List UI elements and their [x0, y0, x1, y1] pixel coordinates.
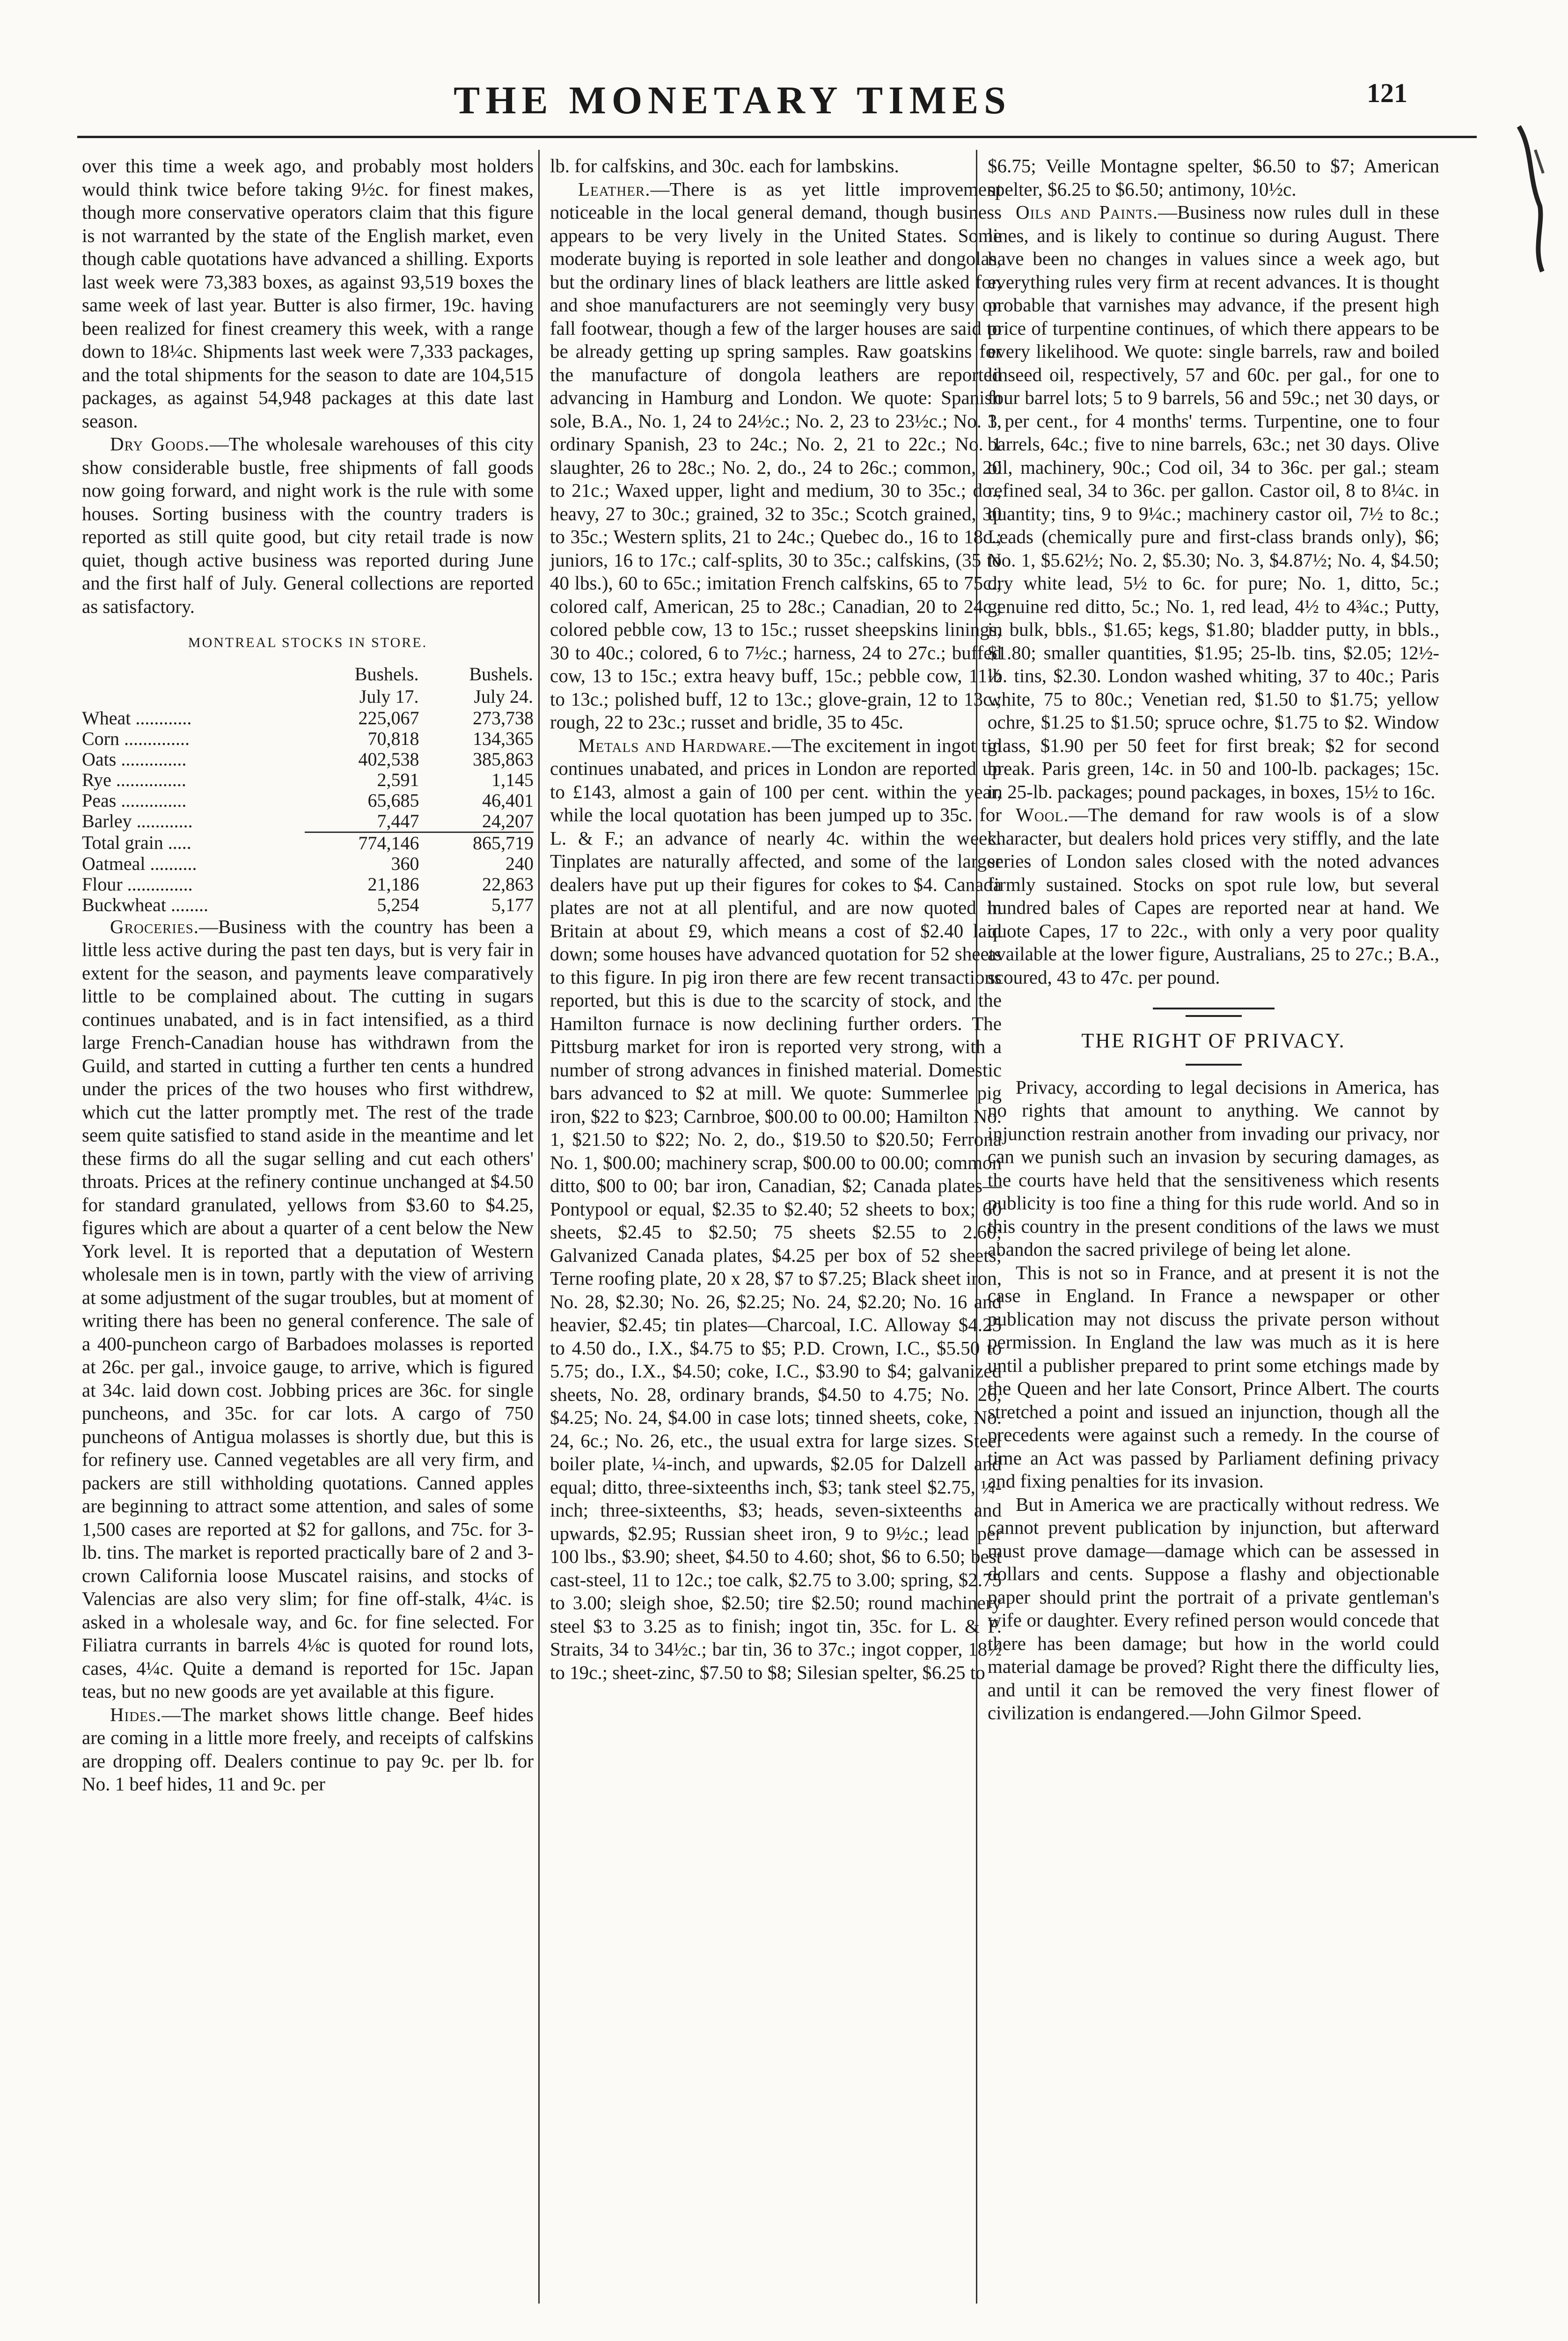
table-row [82, 895, 534, 915]
table-row [82, 854, 534, 874]
row-label: Buckwheat ........ [82, 894, 208, 915]
publication-title: THE MONETARY TIMES [454, 79, 1011, 122]
article-paragraph: Privacy, according to legal decisions in America, has no rights that amount to anything. We cannot by injunction restrain another from invading our privacy, nor can we punish such an invasion by securing damages, as the courts have held that the sensitiveness which resents publicity is too fine a thing for this rude world. And so in this country in the present conditions of the laws we must abandon the sacred privilege of being let alone. [988, 1076, 1439, 1260]
row-value-b: 5,177 [491, 894, 534, 915]
oils-paragraph [988, 201, 1439, 803]
row-value-a: 5,254 [377, 894, 419, 915]
table-total-row [82, 832, 534, 854]
row-value-b: 46,401 [482, 789, 534, 811]
row-label: Corn .............. [82, 728, 190, 749]
dry-goods-heading: Dry Goods. [110, 433, 210, 455]
stocks-col1-date: July 17. [359, 685, 419, 707]
wool-heading: Wool. [1016, 804, 1069, 825]
hides-continued: lb. for calfskins, and 30c. each for lambskins. [550, 155, 899, 177]
row-value-a: 70,818 [367, 728, 419, 749]
table-row [82, 749, 534, 770]
article-paragraph: But in America we are practically without redress. We cannot prevent publication by injunction, but afterward must prove damage—damage which can be assessed in dollars and cents. Suppose a flashy and objectionable paper should print the portrait of a private gentleman's wife or daughter. Every refined person would concede that there has been damage; but how in the world could material damage be proved? Right there the difficulty lies, and until it can be removed the very finest flower of civilization is endangered.—John Gilmor Speed. [988, 1493, 1439, 1723]
column-2 [550, 155, 1002, 1684]
row-label: Total grain ..... [82, 832, 191, 853]
leather-heading: Leather. [578, 178, 651, 200]
section-divider [1186, 1015, 1242, 1017]
column-1 [82, 155, 534, 1796]
stocks-table-title: MONTREAL STOCKS IN STORE. [188, 635, 428, 650]
row-value-a: 7,447 [377, 810, 419, 832]
row-value-b: 134,365 [473, 728, 534, 749]
row-value-b: 865,719 [419, 832, 534, 854]
row-label: Flour .............. [82, 873, 193, 895]
stocks-date-blank [82, 685, 305, 708]
row-value-b: 22,863 [482, 873, 534, 895]
row-value-b: 385,863 [473, 748, 534, 770]
leather-text: —There is as yet little improvement noticeable in the local general demand, though business appears to be very lively in the United States. Some moderate buying is reported in sole leather and dongolas, but the ordinary lines of black leathers are little asked for, and shoe manufacturers are not seemingly very busy on fall footwear, though a few of the larger houses are said to be already getting up spring samples. Raw goatskins for the manufacture of dongola leathers are reported advancing in Hamburg and London. We quote: Spanish sole, B.A., No. 1, 24 to 24½c.; No. 2, 23 to 23½c.; No. 1, ordinary Spanish, 23 to 24c.; No. 2, 21 to 22c.; No. 1 slaughter, 26 to 28c.; No. 2, do., 24 to 26c.; common, 20 to 21c.; Waxed upper, light and medium, 30 to 35c.; do., heavy, 27 to 30c.; grained, 32 to 35c.; Scotch grained, 30 to 35c.; Western splits, 21 to 24c.; Quebec do., 16 to 18c.; juniors, 16 to 17c.; calf-splits, 30 to 35c.; calfskins, (35 to 40 lbs.), 60 to 65c.; imitation French calfskins, 65 to 75c.; colored calf, American, 25 to 28c.; Canadian, 20 to 24c.; colored pebble cow, 13 to 15c.; russet sheepskins linings, 30 to 40c.; colored, 6 to 7½c.; harness, 24 to 27c.; buffed cow, 13 to 15c.; extra heavy buff, 15c.; pebble cow, 11½ to 13c.; polished buff, 12 to 13c.; glove-grain, 12 to 13c.; rough, 22 to 23c.; russet and bridle, 35 to 45c. [550, 178, 1002, 733]
row-value-a: 21,186 [367, 873, 419, 895]
table-row [82, 811, 534, 832]
metals-continued: $6.75; Veille Montagne spelter, $6.50 to $7; American spelter, $6.25 to $6.50; antimony, 10½c. [988, 155, 1439, 200]
table-row [82, 790, 534, 811]
column-divider [538, 150, 540, 2304]
table-row [82, 729, 534, 749]
row-value-b: 1,145 [491, 769, 534, 790]
row-value-b: 273,738 [473, 707, 534, 729]
leather-paragraph [550, 178, 1002, 734]
table-row [82, 770, 534, 790]
hides-paragraph [82, 1703, 534, 1796]
table-row [82, 708, 534, 729]
row-label: Wheat ............ [82, 707, 192, 729]
row-label: Rye ............... [82, 769, 186, 790]
cheese-butter-paragraph: over this time a week ago, and probably most holders would think twice before taking 9½c. for finest makes, though more conservative operators claim that this figure is not warranted by the state of the English market, even though cable quotations have advanced a shilling. Exports last week were 73,383 boxes, as against 93,519 boxes the same week of last year. Butter is also firmer, 19c. having been realized for finest creamery this week, with a range down to 18¼c. Shipments last week were 7,333 packages, and the total shipments for the season to date are 104,515 packages, as against 54,948 packages at this date last season. [82, 155, 534, 432]
page-number: 121 [1367, 78, 1407, 108]
oils-text: —Business now rules dull in these lines, and is likely to continue so during August. There have been no changes in values since a week ago, but everything rules very firm at recent advances. It is thought probable that varnishes may advance, if the present high price of turpentine continues, of which there appears to be every likelihood. We quote: single barrels, raw and boiled linseed oil, respectively, 57 and 60c. per gal., for one to four barrel lots; 5 to 9 barrels, 56 and 59c.; net 30 days, or 3 per cent., for 4 months' terms. Turpentine, one to four barrels, 64c.; five to nine barrels, 63c.; net 30 days. Olive oil, machinery, 90c.; Cod oil, 34 to 36c. per gal.; steam refined seal, 34 to 36c. per gallon. Castor oil, 8 to 8¼c. in quantity; tins, 9 to 9¼c.; machinery castor oil, 7½ to 8c.; Leads (chemically pure and first-class brands only), $6; No. 1, $5.62½; No. 2, $5.30; No. 3, $4.87½; No. 4, $4.50; dry white lead, 5½ to 6c. for pure; No. 1, ditto, 5c.; genuine red ditto, 5c.; No. 1, red lead, 4½ to 4¾c.; Putty, in bulk, bbls., $1.65; kegs, $1.80; bladder putty, in bbls., $1.80; smaller quantities, $1.95; 25-lb. tins, $2.05; 12½-lb. tins, $2.30. London washed whiting, 37 to 40c.; Paris white, 75 to 80c.; Venetian red, $1.50 to $1.75; yellow ochre, $1.25 to $1.50; spruce ochre, $1.75 to $2. Window glass, $1.90 per 50 feet for first break; $2 for second break. Paris green, 14c. in 50 and 100-lb. packages; 15c. in 25-lb. packages; pound packages, in boxes, 15½ to 16c. [988, 201, 1439, 802]
section-divider [1153, 1008, 1275, 1009]
dry-goods-text: —The wholesale warehouses of this city show considerable bustle, free shipments of fall goods now going forward, and night work is the rule with some houses. Sorting business with the country traders is reported as still quite good, but city retail trade is now quiet, though active business was reported during June and the first half of July. General collections are reported as satisfactory. [82, 433, 534, 617]
row-label: Oatmeal .......... [82, 853, 197, 874]
column-3 [988, 155, 1439, 1725]
row-label: Oats .............. [82, 748, 187, 770]
table-row [82, 874, 534, 895]
row-label: Barley ............ [82, 810, 193, 832]
hides-heading: Hides. [110, 1703, 162, 1725]
row-value-a: 360 [391, 853, 419, 874]
row-label: Peas .............. [82, 789, 187, 811]
metals-paragraph [550, 734, 1002, 1685]
metals-text: —The excitement in ingot tin continues unabated, and prices in London are reported up to £143, almost a gain of 100 per cent. within the year, while the local quotation has been jumped up to 35c. for L. & F.; an advance of nearly 4c. within the week. Tinplates are naturally affected, and some of the larger dealers have put up their figures for cokes to $4. Canada plates are not at all plentiful, and are now quoted in Britain at about £9, which means a cost of $2.40 laid down; some houses have advanced quotation for 52 sheets to this figure. In pig iron there are few recent transactions reported, but this is due to the scarcity of stock, and the Hamilton furnace is now declining further orders. The Pittsburg market for iron is reported very strong, with a number of strong advances in finished material. Domestic bars advanced to $2 at mill. We quote: Summerlee pig iron, $22 to $23; Carnbroe, $00.00 to 00.00; Hamilton No. 1, $21.50 to $22; No. 2, do., $19.50 to $20.50; Ferrona No. 1, $00.00; machinery scrap, $00.00 to 00.00; common ditto, $00 to 00; bar iron, Canadian, $2; Canada plates—Pontypool or equal, $2.35 to $2.40; 52 sheets to box; 60 sheets, $2.45 to $2.50; 75 sheets $2.55 to 2.60; Galvanized Canada plates, $4.25 per box of 52 sheets; Terne roofing plate, 20 x 28, $7 to $7.25; Black sheet iron, No. 28, $2.30; No. 26, $2.25; No. 24, $2.20; No. 16 and heavier, $2.45; tin plates—Charcoal, I.C. Alloway $4.25 to 4.50 do., I.X., $4.75 to $5; P.D. Crown, I.C., $5.50 to 5.75; do., I.X., $4.50; coke, I.C., $3.90 to $4; galvanized sheets, No. 28, ordinary brands, $4.50 to 4.75; No. 26, $4.25; No. 24, $4.00 in case lots; tinned sheets, coke, No. 24, 6c.; No. 26, etc., the usual extra for large sizes. Steel boiler plate, ¼-inch, and upwards, $2.05 for Dalzell and equal; ditto, three-sixteenths inch, $3; tank steel $2.75, ¼-inch; three-sixteenths, $3; heads, seven-sixteenths and upwards, $2.95; Russian sheet iron, 9 to 9½c.; lead per 100 lbs., $3.90; sheet, $4.50 to 4.60; shot, $6 to 6.50; best cast-steel, 11 to 12c.; toe calk, $2.75 to 3.00; spring, $2.75 to 3.00; sleigh shoe, $2.50; tire $2.50; round machinery steel $3 to 3.25 as to finish; ingot tin, 35c. for L. & F. Straits, 34 to 34½c.; bar tin, 36 to 37c.; ingot copper, 18½ to 19c.; sheet-zinc, $7.50 to $8; Silesian spelter, $6.25 to [550, 734, 1002, 1683]
row-value-a: 2,591 [377, 769, 419, 790]
row-value-a: 65,685 [367, 789, 419, 811]
oils-heading: Oils and Paints. [1016, 201, 1158, 223]
row-value-a: 225,067 [358, 707, 419, 729]
row-value-b: 240 [506, 853, 534, 874]
metals-heading: Metals and Hardware. [578, 734, 772, 756]
wool-text: —The demand for raw wools is of a slow character, but dealers hold prices very stiffly, and the late series of London sales closed with the noted advances firmly sustained. Stocks on spot rule low, but several hundred bales of Capes are reported near at hand. We quote Capes, 17 to 22c., with only a very poor quality available at the lower figure, Australians, 25 to 27c.; B.A., scoured, 43 to 47c. per pound. [988, 804, 1439, 988]
groceries-heading: Groceries. [110, 915, 199, 937]
wool-paragraph [988, 803, 1439, 989]
masthead-rule [77, 136, 1477, 138]
groceries-text: —Business with the country has been a little less active during the past ten days, but is very fair in extent for the season, and payments leave comparatively little to be complained about. The cutting in sugars continues unabated, and is in fact intensified, as a third large French-Canadian house has withdrawn from the Guild, and started in cutting a further ten cents a hundred under the prices of the two houses who first withdrew, which cut the latter promptly met. The rest of the trade seem quite satisfied to stand aside in the meantime and let these firms do all the sugar selling and cut each others' throats. Prices at the refinery continue unchanged at $4.50 for standard granulated, yellows from $3.60 to $4.25, figures which are about a quarter of a cent below the New York level. It is reported that a deputation of Western wholesale men is in town, partly with the view of arriving at some adjustment of the sugar troubles, but at moment of writing there has been no general conference. The sale of a 400-puncheon cargo of Barbadoes molasses is reported at 26c. per gal., invoice gauge, to arrive, which is figured at 34c. laid down cost. Jobbing prices are 36c. for single puncheons, and 35c. for car lots. A cargo of 750 puncheons of Antigua molasses is shortly due, but this is for refinery use. Canned vegetables are all very firm, and packers are still withholding quotations. Canned apples are beginning to attract some attention, and sales of some 1,500 cases are reported at $2 for gallons, and 75c. for 3-lb. tins. The market is reported practically bare of 2 and 3-crown California loose Muscatel raisins, and stocks of Valencias are also very slim; for fine off-stalk, 4¼c. is asked in a wholesale way, and 6c. for fine selected. For Filiatra currants in barrels 4⅛c is quoted for round lots, cases, 4¼c. Quite a demand is reported for 15c. Japan teas, but no new goods are yet available at this figure. [82, 915, 534, 1702]
row-value-a: 774,146 [305, 832, 419, 854]
title-underline [1186, 1064, 1242, 1066]
row-value-b: 24,207 [482, 810, 534, 832]
stocks-col2-date: July 24. [474, 685, 533, 707]
masthead [77, 75, 1388, 126]
article-paragraph: This is not so in France, and at present it is not the case in England. In France a newspaper or other publication may not discuss the private person without permission. In England the law was much as it is here until a publisher prepared to print some etchings made by the Queen and her late Consort, Prince Albert. The courts stretched a point and issued an injunction, though all the precedents were against such a remedy. In the course of time an Act was passed by Parliament defining privacy and fixing penalties for its invasion. [988, 1261, 1439, 1492]
stocks-col2-head: Bushels. [469, 663, 533, 685]
page-edge-mark [1514, 122, 1547, 276]
stocks-head-blank [82, 663, 305, 685]
row-value-a: 402,538 [358, 748, 419, 770]
groceries-paragraph [82, 915, 534, 1703]
dry-goods-paragraph [82, 433, 534, 618]
hides-text: —The market shows little change. Beef hides are coming in a little more freely, and receipts of calfskins are dropping off. Dealers continue to pay 9c. per lb. for No. 1 beef hides, 11 and 9c. per [82, 1703, 534, 1795]
stocks-table [82, 663, 534, 915]
stocks-col1-head: Bushels. [354, 663, 419, 685]
article-title: THE RIGHT OF PRIVACY. [1081, 1029, 1346, 1052]
